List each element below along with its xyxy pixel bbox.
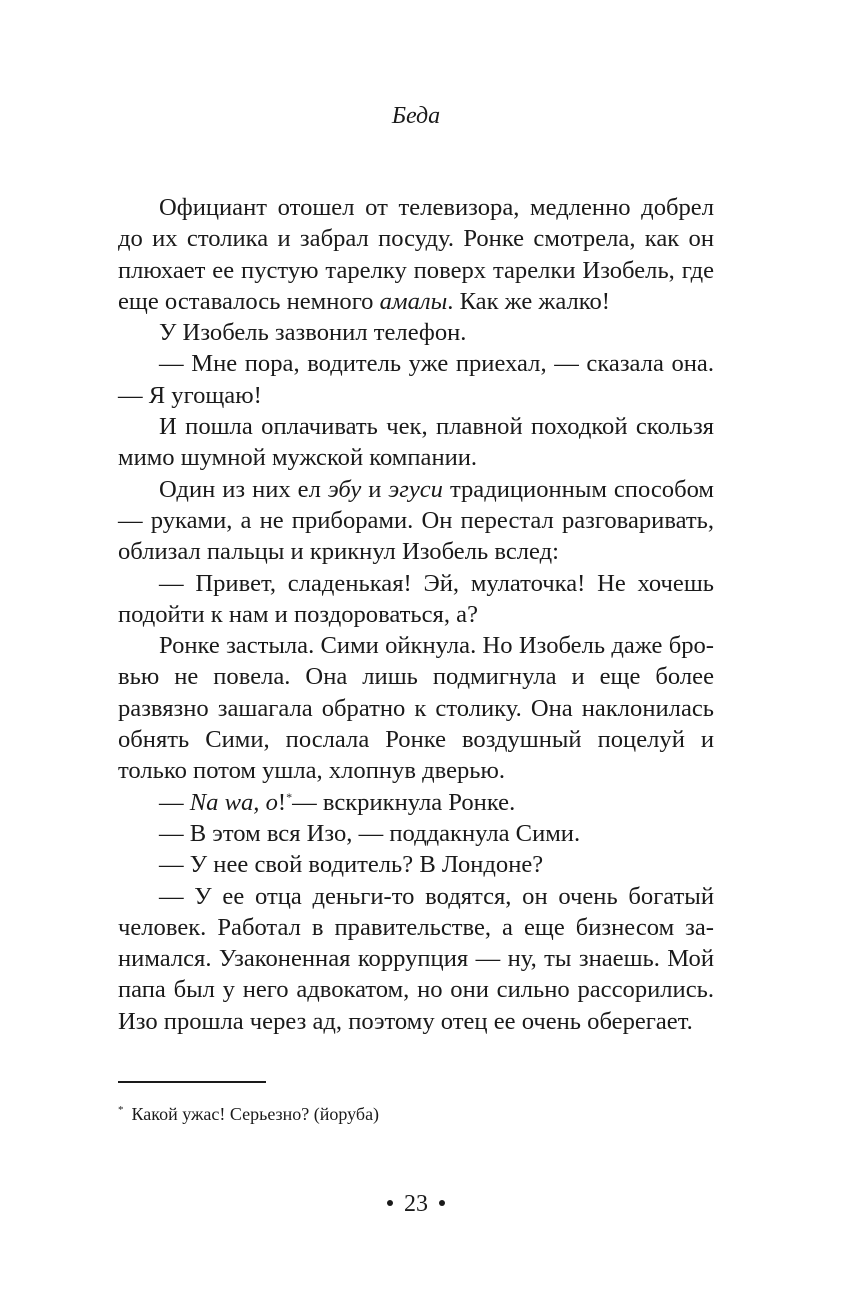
paragraph bbox=[118, 411, 714, 474]
text-run: — У ее отца деньги-то водятся, он очень богатый человек. Работал в правительстве, а еще бизнесом занимался. Узаконенная коррупция — ну, ты знаешь. Мой папа был у него адвокатом, но они сильно рассорились. Изо прошла через ад, поэтому отец ее очень оберегает. bbox=[118, 882, 714, 1035]
text-run: — У нее свой водитель? В Лондоне? bbox=[159, 851, 544, 879]
italic-term: эгуси bbox=[388, 475, 443, 503]
text-run: Один из них ел bbox=[159, 475, 328, 503]
page-number: 23 bbox=[404, 1191, 428, 1217]
folio-dot-right bbox=[439, 1200, 445, 1206]
paragraph bbox=[118, 317, 714, 348]
running-title: Беда bbox=[391, 103, 441, 129]
text-run: — bbox=[159, 788, 190, 816]
text-run: У Изобель зазвонил телефон. bbox=[159, 319, 467, 347]
text-run: Ронке застыла. Сими ойкнула. Но Изобель даже бровью не повела. Она лишь подмигнула и еще более развязно зашагала обратно к столику. Она наклонилась обнять Сими, послала Ронке воздушный поцелуй и только потом ушла, хлопнув дверью. bbox=[118, 632, 714, 785]
text-run: — Мне пора, водитель уже приехал, — сказала она. — Я угощаю! bbox=[118, 350, 714, 409]
paragraph bbox=[118, 881, 714, 1037]
paragraph bbox=[118, 568, 714, 631]
text-run: ! bbox=[277, 788, 287, 816]
text-run: Официант отошел от телевизора, медленно добрел до их столика и забрал посуду. Ронке смотрела, как он плюхает ее пустую тарелку поверх тарелки Изобель, где еще оставалось немного bbox=[118, 194, 714, 315]
paragraph bbox=[118, 787, 714, 818]
footnote-mark: * bbox=[118, 1104, 124, 1116]
text-run: и bbox=[361, 475, 389, 503]
text-run: . Как же жалко! bbox=[447, 287, 610, 315]
footnote-rule bbox=[118, 1081, 266, 1083]
footnote-reference: * bbox=[286, 789, 293, 804]
page-folio bbox=[118, 1188, 714, 1220]
body-text bbox=[118, 192, 714, 1037]
paragraph bbox=[118, 630, 714, 786]
paragraph bbox=[118, 192, 714, 317]
footnote-text: Какой ужас! Серьезно? (йоруба) bbox=[131, 1104, 380, 1124]
paragraph bbox=[118, 849, 714, 880]
paragraph bbox=[118, 348, 714, 411]
italic-term: амалы bbox=[379, 287, 448, 315]
footnote bbox=[118, 1102, 714, 1126]
text-run: — вскрикнула Ронке. bbox=[292, 788, 516, 816]
text-run: И пошла оплачивать чек, плавной походкой скользя мимо шумной мужской компании. bbox=[118, 413, 714, 472]
text-run: — В этом вся Изо, — поддакнула Сими. bbox=[159, 819, 581, 847]
book-page bbox=[118, 0, 714, 1299]
paragraph bbox=[118, 474, 714, 568]
italic-term: эбу bbox=[327, 475, 362, 503]
folio-dot-left bbox=[387, 1200, 393, 1206]
text-run: традиционным способом — руками, а не приборами. Он перестал разговаривать, облизал пальцы и крикнул Изобель вслед: bbox=[118, 475, 714, 566]
text-run: — Привет, сладенькая! Эй, мулаточка! Не хочешь подойти к нам и поздороваться, а? bbox=[118, 569, 714, 628]
italic-term: Na wa, o bbox=[189, 788, 278, 816]
paragraph bbox=[118, 818, 714, 849]
